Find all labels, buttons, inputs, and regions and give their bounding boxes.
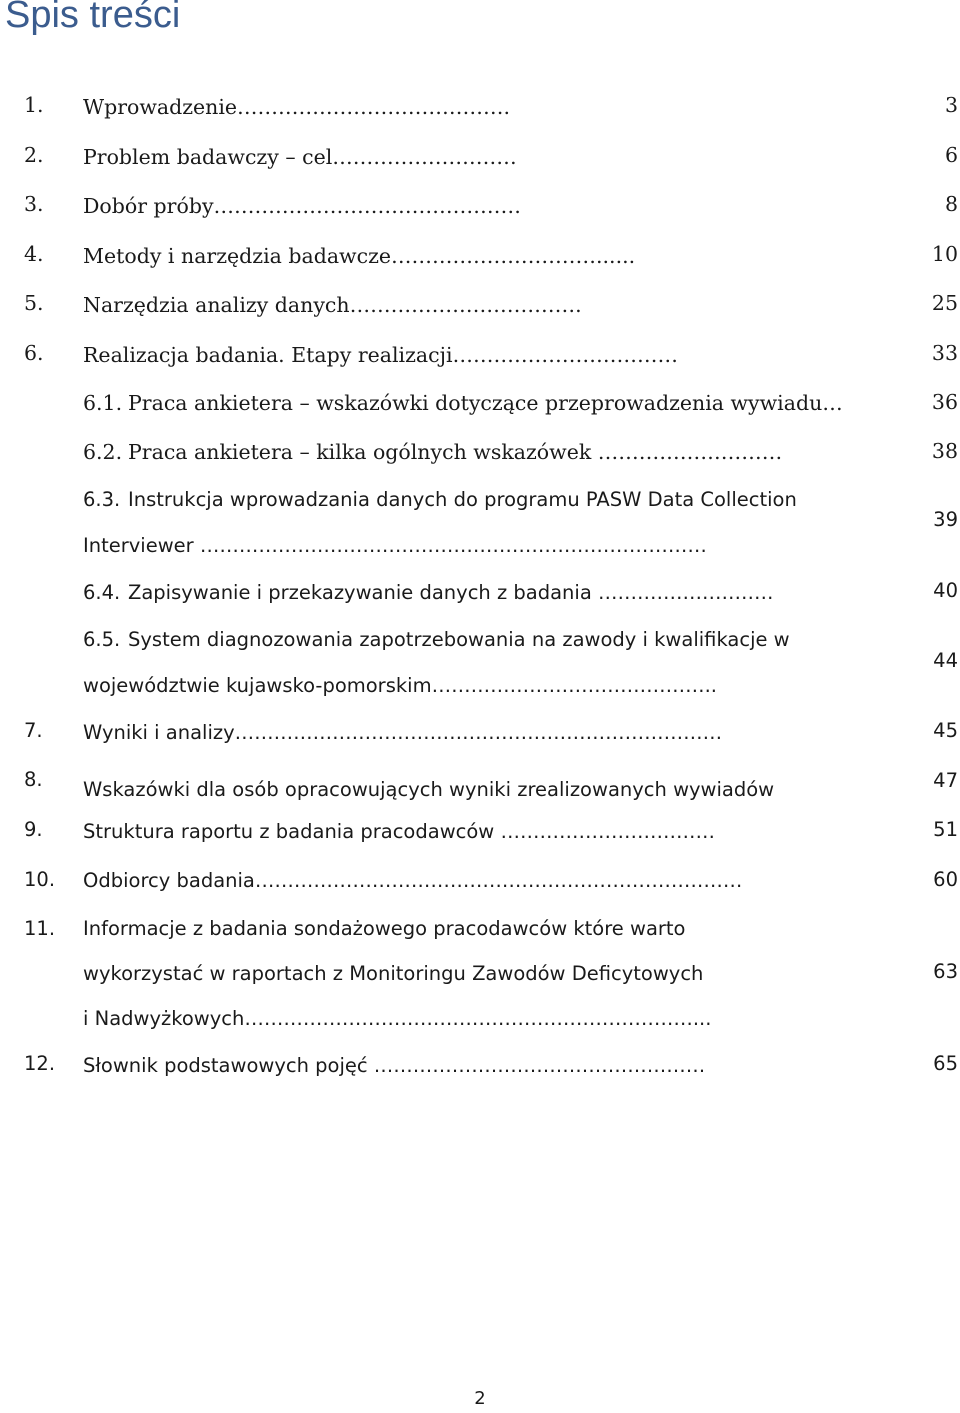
toc-entry-12-title[interactable]: Słownik podstawowych pojęć …………………………………………… <box>83 1054 706 1077</box>
toc-entry-7-page: 45 <box>933 719 958 742</box>
toc-entry-6-1-page: 36 <box>931 390 958 414</box>
toc-entry-4-title[interactable]: Metody i narzędzia badawcze…………………………...... <box>83 244 636 268</box>
toc-entry-5-page: 25 <box>931 291 958 315</box>
toc-entry-6-4-title[interactable]: Zapisywanie i przekazywanie danych z badania ……………………… <box>128 581 774 604</box>
toc-entry-11-title[interactable]: Informacje z badania sondażowego pracodawców które warto <box>83 917 686 940</box>
toc-entry-3-page: 8 <box>944 192 958 216</box>
toc-entry-6-5-page: 44 <box>933 649 958 672</box>
toc-entry-6-1-title[interactable]: Praca ankietera – wskazówki dotyczące przeprowadzenia wywiadu… <box>128 391 843 415</box>
toc-entry-11-page: 63 <box>933 960 958 983</box>
toc-entry-6-3-title[interactable]: Instrukcja wprowadzania danych do programu PASW Data Collection <box>128 488 797 511</box>
toc-entry-11-title-line2[interactable]: wykorzystać w raportach z Monitoringu Zawodów Deficytowych <box>83 962 704 985</box>
toc-entry-1-number: 1. <box>24 93 44 117</box>
toc-entry-10-title[interactable]: Odbiorcy badania………………………………………………………………… <box>83 869 743 892</box>
toc-entry-6-2-number: 6.2. <box>83 440 123 464</box>
toc-entry-12-page: 65 <box>933 1052 958 1075</box>
page-title: Spis treści <box>5 0 181 36</box>
toc-entry-12-number: 12. <box>24 1052 56 1075</box>
toc-entry-4-number: 4. <box>24 242 44 266</box>
toc-entry-11-number: 11. <box>24 917 56 940</box>
toc-entry-2-number: 2. <box>24 143 44 167</box>
toc-entry-6-3-page: 39 <box>933 508 958 531</box>
toc-entry-6-2-title[interactable]: Praca ankietera – kilka ogólnych wskazówek ……………………… <box>128 440 783 464</box>
toc-entry-9-title[interactable]: Struktura raportu z badania pracodawców …………………………… <box>83 820 715 843</box>
toc-entry-5-title[interactable]: Narzędzia analizy danych……………………………. <box>83 293 582 317</box>
toc-entry-1-title[interactable]: Wprowadzenie…………………………………. <box>83 95 511 119</box>
toc-entry-10-number: 10. <box>24 868 56 891</box>
page-number: 2 <box>474 1388 486 1409</box>
toc-entry-7-title[interactable]: Wyniki i analizy………………………………………………………………… <box>83 721 723 744</box>
toc-entry-9-page: 51 <box>933 818 958 841</box>
toc-entry-6-number: 6. <box>24 341 44 365</box>
toc-entry-8-title[interactable]: Wskazówki dla osób opracowujących wyniki zrealizowanych wywiadów <box>83 778 775 801</box>
toc-entry-2-title[interactable]: Problem badawczy – cel……………………… <box>83 145 517 169</box>
toc-entry-6-5-title[interactable]: System diagnozowania zapotrzebowania na zawody i kwalifikacje w <box>128 628 790 651</box>
toc-entry-10-page: 60 <box>933 868 958 891</box>
toc-entry-6-page: 33 <box>931 341 958 365</box>
toc-entry-1-page: 3 <box>944 93 958 117</box>
toc-entry-5-number: 5. <box>24 291 44 315</box>
toc-entry-3-title[interactable]: Dobór próby……………………………………… <box>83 194 522 218</box>
toc-entry-6-title[interactable]: Realizacja badania. Etapy realizacji…………………………… <box>83 343 679 367</box>
toc-entry-6-4-page: 40 <box>933 579 958 602</box>
toc-entry-9-number: 9. <box>24 818 43 841</box>
toc-entry-6-3-number: 6.3. <box>83 488 121 511</box>
toc-entry-6-4-number: 6.4. <box>83 581 121 604</box>
toc-entry-7-number: 7. <box>24 719 43 742</box>
toc-entry-8-page: 47 <box>933 769 958 792</box>
toc-entry-6-3-title-line2[interactable]: Interviewer …………………………………………………………………… <box>83 534 707 557</box>
toc-entry-11-title-line3[interactable]: i Nadwyżkowych……………………………………………………………... <box>83 1007 712 1030</box>
toc-entry-6-5-number: 6.5. <box>83 628 121 651</box>
toc-entry-3-number: 3. <box>24 192 44 216</box>
toc-entry-8-number: 8. <box>24 768 43 791</box>
toc-entry-2-page: 6 <box>944 143 958 167</box>
toc-entry-6-2-page: 38 <box>931 439 958 463</box>
toc-entry-6-5-title-line2[interactable]: województwie kujawsko-pomorskim…………………………………….. <box>83 674 717 697</box>
toc-entry-6-1-number: 6.1. <box>83 391 123 415</box>
toc-entry-4-page: 10 <box>931 242 958 266</box>
